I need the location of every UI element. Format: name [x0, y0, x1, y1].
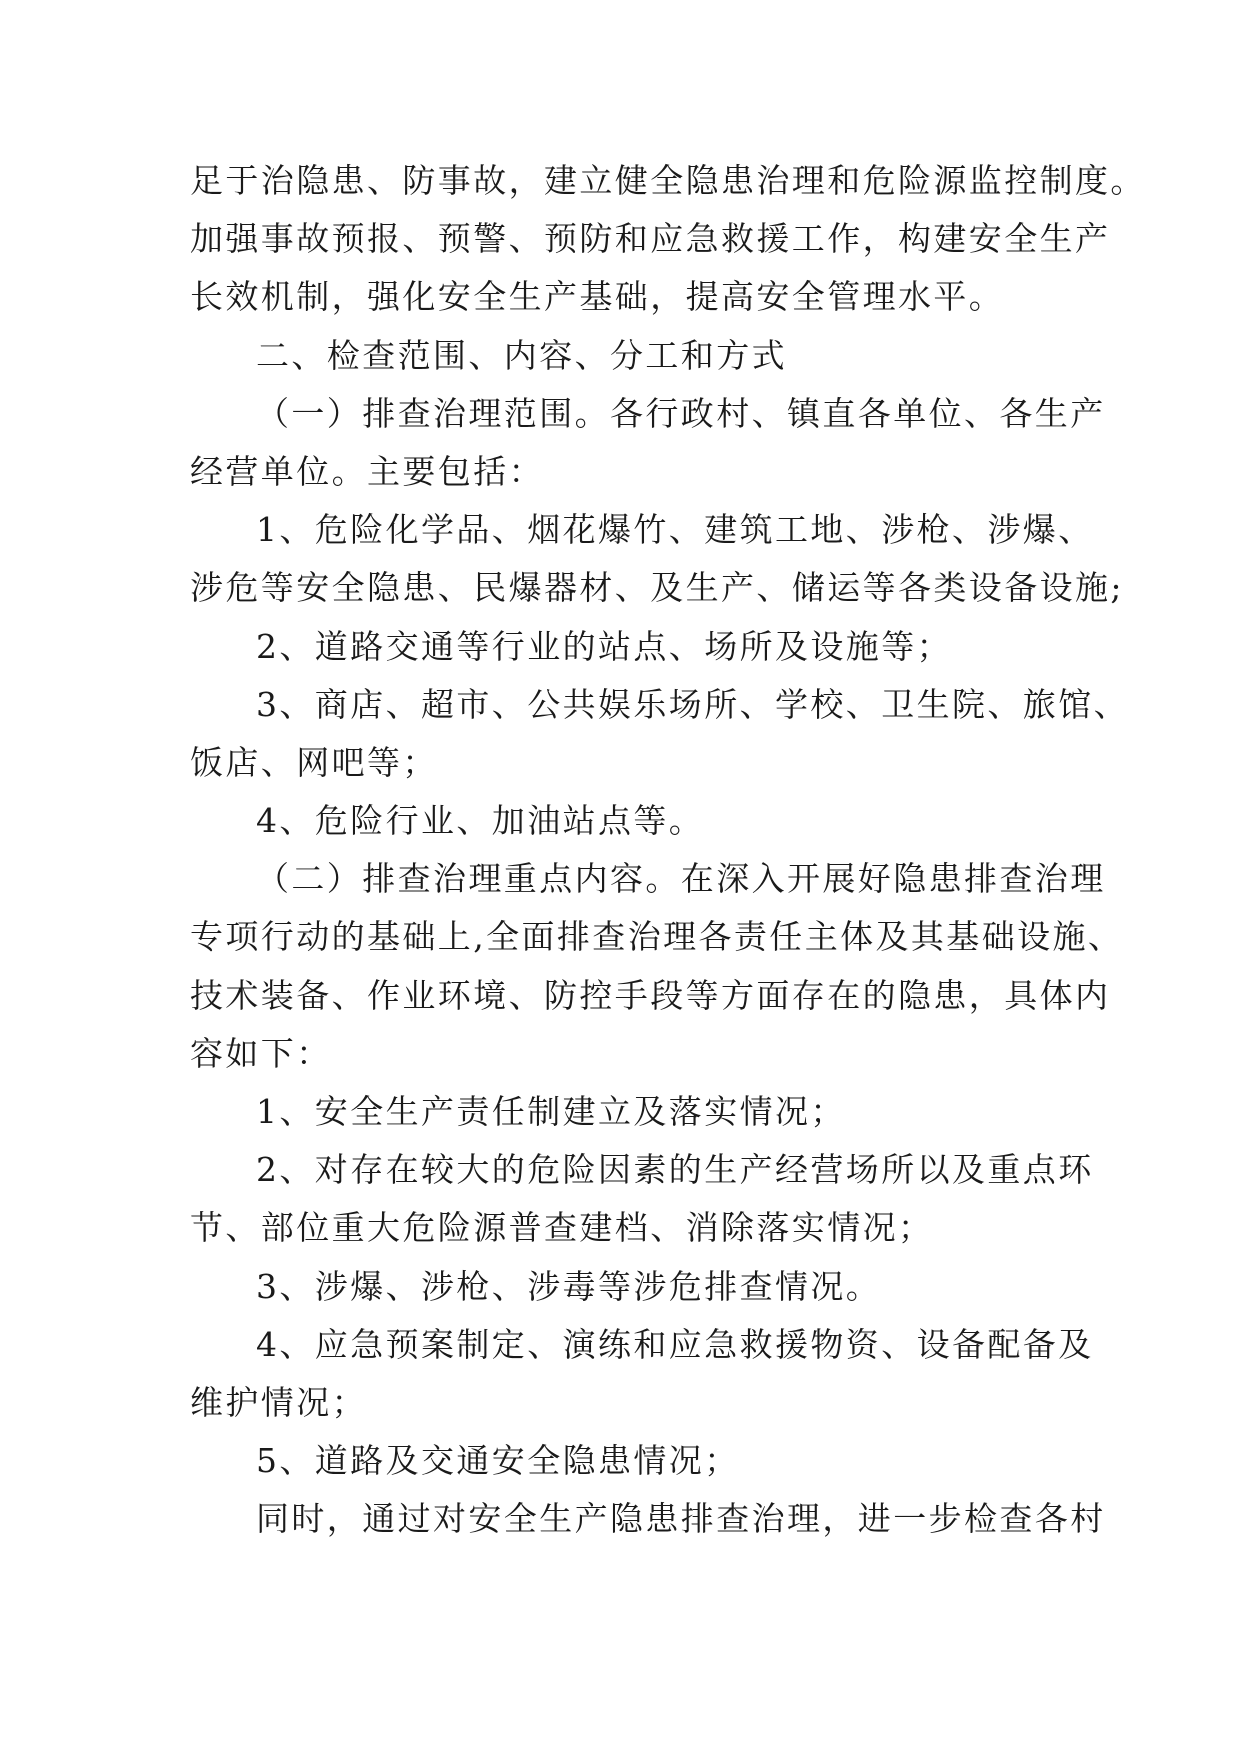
text-line: （二）排查治理重点内容。在深入开展好隐患排查治理: [256, 859, 1106, 899]
text-line: 3、商店、超市、公共娱乐场所、学校、卫生院、旅馆、: [256, 684, 1129, 724]
document-body: [190, 152, 1146, 1549]
text-line: 长效机制，强化安全生产基础，提高安全管理水平。: [190, 277, 1005, 317]
text-line: 1、安全生产责任制建立及落实情况；: [256, 1092, 846, 1131]
text-line: 4、危险行业、加油站点等。: [256, 801, 705, 841]
text-line: 二、检查范围、内容、分工和方式: [256, 335, 787, 375]
text-line: 5、道路及交通安全隐患情况；: [256, 1441, 740, 1481]
text-line: 2、对存在较大的危险因素的生产经营场所以及重点环: [256, 1150, 1094, 1190]
text-line: （一）排查治理范围。各行政村、镇直各单位、各生产: [256, 393, 1106, 433]
text-line: 同时，通过对安全生产隐患排查治理，进一步检查各村: [256, 1499, 1106, 1539]
text-line: 加强事故预报、预警、预防和应急救援工作，构建安全生产: [190, 219, 1111, 259]
text-line: 3、涉爆、涉枪、涉毒等涉危排查情况。: [256, 1266, 882, 1306]
text-line: 技术装备、作业环境、防控手段等方面存在的隐患，具体内: [190, 975, 1111, 1015]
text-line: 经营单位。主要包括：: [190, 451, 544, 491]
text-line: 容如下：: [190, 1033, 332, 1073]
text-line: 涉危等安全隐患、民爆器材、及生产、储运等各类设备设施;: [190, 568, 1124, 608]
text-line: 饭店、网吧等；: [190, 742, 438, 782]
text-line: 足于治隐患、防事故，建立健全隐患治理和危险源监控制度。: [190, 161, 1146, 200]
text-line: 1、危险化学品、烟花爆竹、建筑工地、涉枪、涉爆、: [256, 510, 1094, 550]
text-line: 4、应急预案制定、演练和应急救援物资、设备配备及: [256, 1324, 1094, 1364]
text-line: 专项行动的基础上,全面排查治理各责任主体及其基础设施、: [190, 917, 1124, 957]
text-line: 2、道路交通等行业的站点、场所及设施等；: [256, 626, 952, 666]
text-line: 维护情况；: [190, 1382, 367, 1422]
text-line: 节、部位重大危险源普查建档、消除落实情况；: [190, 1208, 934, 1248]
